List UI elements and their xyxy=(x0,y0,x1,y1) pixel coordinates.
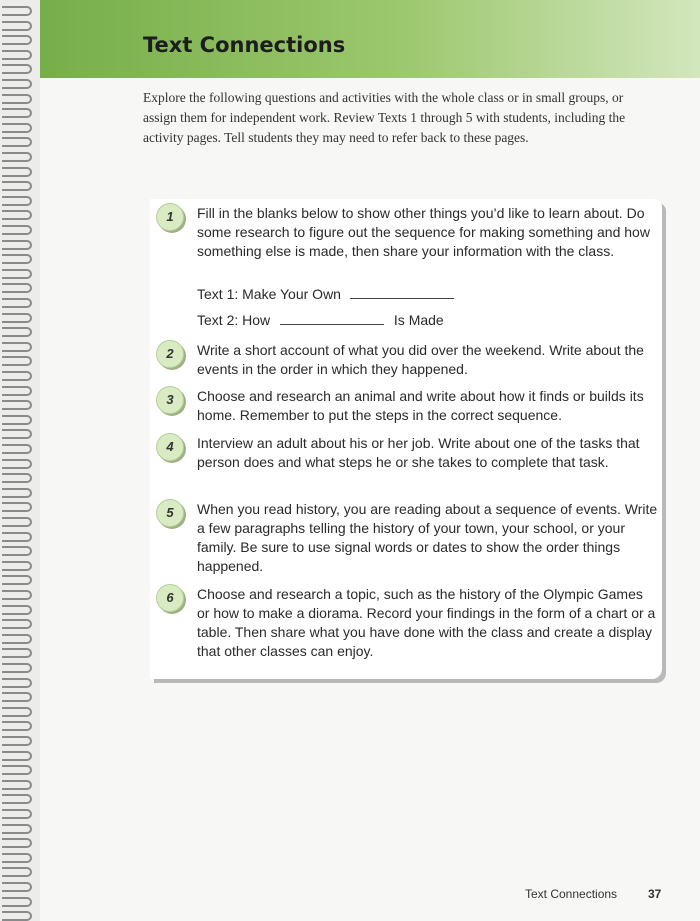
spiral-ring xyxy=(2,313,32,323)
spiral-ring xyxy=(2,181,32,191)
spiral-ring xyxy=(2,6,32,16)
spiral-ring xyxy=(2,94,32,104)
spiral-ring xyxy=(2,64,32,74)
page-number: 37 xyxy=(648,887,662,901)
spiral-ring xyxy=(2,240,32,250)
spiral-ring xyxy=(2,35,32,45)
item-text: Fill in the blanks below to show other things you’d like to learn about. Do some research to figure out the sequence for making something and how something else is made, then share your information with the class. xyxy=(197,205,650,259)
footer-label: Text Connections xyxy=(525,887,618,901)
spiral-ring xyxy=(2,517,32,527)
item-text: Write a short account of what you did over the weekend. Write about the events in the order in which they happened. xyxy=(197,342,644,377)
spiral-ring xyxy=(2,736,32,746)
spiral-ring xyxy=(2,167,32,177)
spiral-ring xyxy=(2,473,32,483)
spiral-ring xyxy=(2,386,32,396)
spiral-ring xyxy=(2,809,32,819)
spiral-ring xyxy=(2,590,32,600)
blank-line-1 xyxy=(197,286,454,302)
spiral-ring xyxy=(2,561,32,571)
spiral-ring xyxy=(2,356,32,366)
item-text: When you read history, you are reading about a sequence of events. Write a few paragraphs telling the history of your town, your school, or your family. Be sure to use signal words or dates to show the order things happened. xyxy=(197,501,658,574)
spiral-ring xyxy=(2,824,32,834)
spiral-ring xyxy=(2,707,32,717)
spiral-ring xyxy=(2,721,32,731)
spiral-ring xyxy=(2,853,32,863)
spiral-ring xyxy=(2,648,32,658)
spiral-ring xyxy=(2,780,32,790)
spiral-ring xyxy=(2,298,32,308)
spiral-ring xyxy=(2,765,32,775)
blank-line-2 xyxy=(197,312,444,328)
spiral-ring xyxy=(2,502,32,512)
spiral-ring xyxy=(2,210,32,220)
spiral-ring xyxy=(2,692,32,702)
spiral-ring xyxy=(2,488,32,498)
spiral-ring xyxy=(2,838,32,848)
blank-field[interactable] xyxy=(350,286,454,299)
spiral-ring xyxy=(2,123,32,133)
spiral-ring xyxy=(2,283,32,293)
spiral-ring xyxy=(2,459,32,469)
item-number-badge: 1 xyxy=(156,203,184,231)
spiral-ring xyxy=(2,269,32,279)
spiral-ring xyxy=(2,152,32,162)
spiral-ring xyxy=(2,867,32,877)
header-banner xyxy=(40,0,700,78)
item-number-badge: 2 xyxy=(156,340,184,368)
blank-label: Text 1: Make Your Own xyxy=(197,286,341,302)
spiral-ring xyxy=(2,371,32,381)
spiral-ring xyxy=(2,911,32,921)
item-number-badge: 3 xyxy=(156,386,184,414)
item-text: Interview an adult about his or her job. Write about one of the tasks that person does and what steps he or she takes to complete that task. xyxy=(197,435,640,470)
item-text: Choose and research an animal and write about how it finds or builds its home. Remember to put the steps in the correct sequence. xyxy=(197,388,644,423)
spiral-binding xyxy=(0,0,40,921)
spiral-ring xyxy=(2,429,32,439)
spiral-ring xyxy=(2,546,32,556)
spiral-ring xyxy=(2,225,32,235)
blank-label: Text 2: How xyxy=(197,312,271,328)
spiral-ring xyxy=(2,342,32,352)
item-number-badge: 6 xyxy=(156,584,184,612)
blank-label-suffix: Is Made xyxy=(393,312,444,328)
spiral-ring xyxy=(2,327,32,337)
item-number-badge: 5 xyxy=(156,499,184,527)
page-title: Text Connections xyxy=(143,33,346,57)
spiral-ring xyxy=(2,254,32,264)
item-text: Choose and research a topic, such as the history of the Olympic Games or how to make a diorama. Record your findings in the form of a chart or a table. Then share what you have done with the class and create a display that other classes can enjoy. xyxy=(197,586,656,659)
spiral-ring xyxy=(2,619,32,629)
spiral-ring xyxy=(2,50,32,60)
spiral-ring xyxy=(2,137,32,147)
spiral-ring xyxy=(2,634,32,644)
spiral-ring xyxy=(2,532,32,542)
spiral-ring xyxy=(2,444,32,454)
spiral-ring xyxy=(2,79,32,89)
spiral-ring xyxy=(2,400,32,410)
blank-field[interactable] xyxy=(280,312,384,325)
spiral-ring xyxy=(2,415,32,425)
spiral-ring xyxy=(2,605,32,615)
spiral-ring xyxy=(2,575,32,585)
spiral-ring xyxy=(2,882,32,892)
spiral-ring xyxy=(2,108,32,118)
spiral-ring xyxy=(2,897,32,907)
spiral-ring xyxy=(2,751,32,761)
spiral-ring xyxy=(2,794,32,804)
intro-paragraph: Explore the following questions and activities with the whole class or in small groups, or assign them for independent work. Review Texts 1 through 5 with students, including the activity pages. Tell students they may need to refer back to these pages. xyxy=(143,90,626,145)
spiral-ring xyxy=(2,196,32,206)
item-number-badge: 4 xyxy=(156,433,184,461)
spiral-ring xyxy=(2,678,32,688)
spiral-ring xyxy=(2,21,32,31)
spiral-ring xyxy=(2,663,32,673)
